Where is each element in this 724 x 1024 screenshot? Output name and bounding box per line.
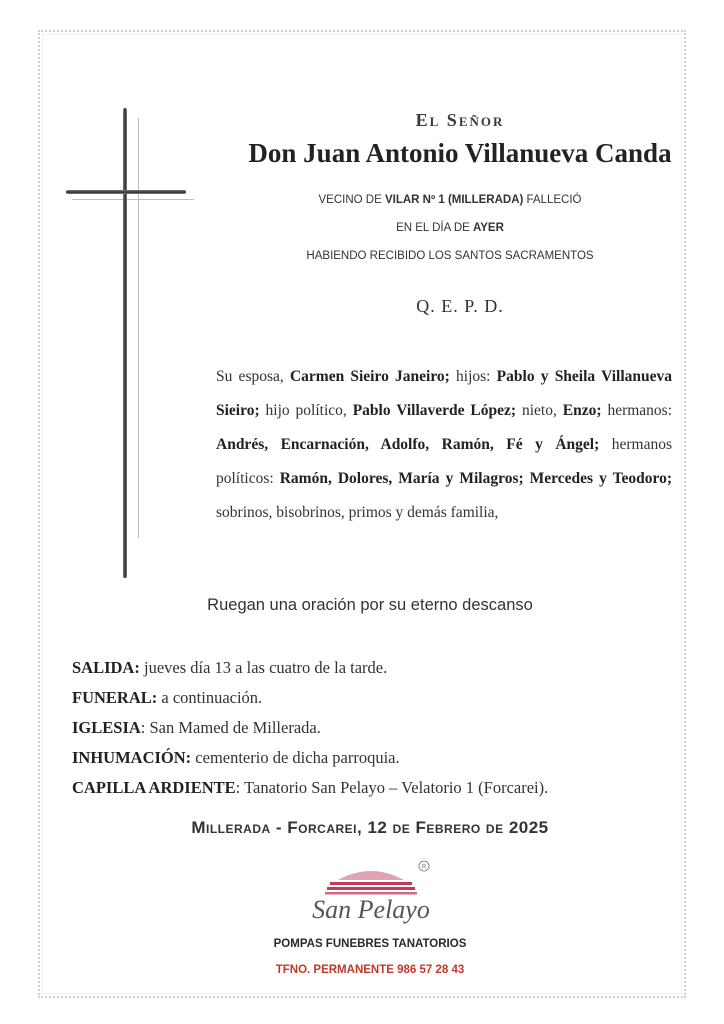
announcement-line-2: EN EL DÍA DE AYER xyxy=(396,222,504,234)
detail-salida: SALIDA: jueves día 13 a las cuatro de la tarde. xyxy=(72,658,388,677)
announcement-line-3: HABIENDO RECIBIDO LOS SANTOS SACRAMENTOS xyxy=(306,250,594,262)
family-paragraph: Su esposa, Carmen Sieiro Janeiro; hijos: Pablo y Sheila Villanueva Sieiro; hijo político, Pablo Villaverde López; nieto, Enzo; hermanos: Andrés, Encarnación, Adolfo, Ramón, Fé y Ángel; hermanos políticos: Ramón, Dolores, María y Milagros; Mercedes y Teodoro; sobrinos, bisobrinos, primos y demás familia, xyxy=(216,368,673,521)
san-pelayo-logo xyxy=(300,858,442,930)
place-and-date: Millerada - Forcarei, 12 de Febrero de 2025 xyxy=(191,818,549,837)
cross-shadow-vertical xyxy=(138,118,139,538)
residence-place: VILAR Nº 1 (MILLERADA) xyxy=(384,194,524,206)
prayer-request: Ruegan una oración por su eterno descanso xyxy=(207,596,533,614)
logo-text: San Pelayo xyxy=(312,895,430,924)
cross-vertical-bar xyxy=(123,108,127,578)
detail-inhumacion: INHUMACIÓN: cementerio de dicha parroquia. xyxy=(72,748,400,767)
cross-horizontal-bar xyxy=(66,190,186,194)
death-day: AYER xyxy=(473,222,504,234)
detail-funeral: FUNERAL: a continuación. xyxy=(72,688,263,707)
company-tagline: POMPAS FUNEBRES TANATORIOS xyxy=(273,938,467,950)
registered-mark: R xyxy=(421,864,427,871)
honorific-title: El Señor xyxy=(415,110,505,130)
deceased-name: Don Juan Antonio Villanueva Canda xyxy=(248,138,672,168)
qepd-text: Q. E. P. D. xyxy=(416,296,504,316)
detail-iglesia: IGLESIA: San Mamed de Millerada. xyxy=(72,718,321,737)
detail-capilla-ardiente: CAPILLA ARDIENTE: Tanatorio San Pelayo – Velatorio 1 (Forcarei). xyxy=(72,778,549,797)
announcement-line-1: VECINO DE VILAR Nº 1 (MILLERADA) FALLECIÓ xyxy=(318,194,582,206)
logo-stripes xyxy=(325,871,417,895)
phone-number: TFNO. PERMANENTE 986 57 28 43 xyxy=(275,964,465,976)
cross-shadow-horizontal xyxy=(72,199,194,200)
